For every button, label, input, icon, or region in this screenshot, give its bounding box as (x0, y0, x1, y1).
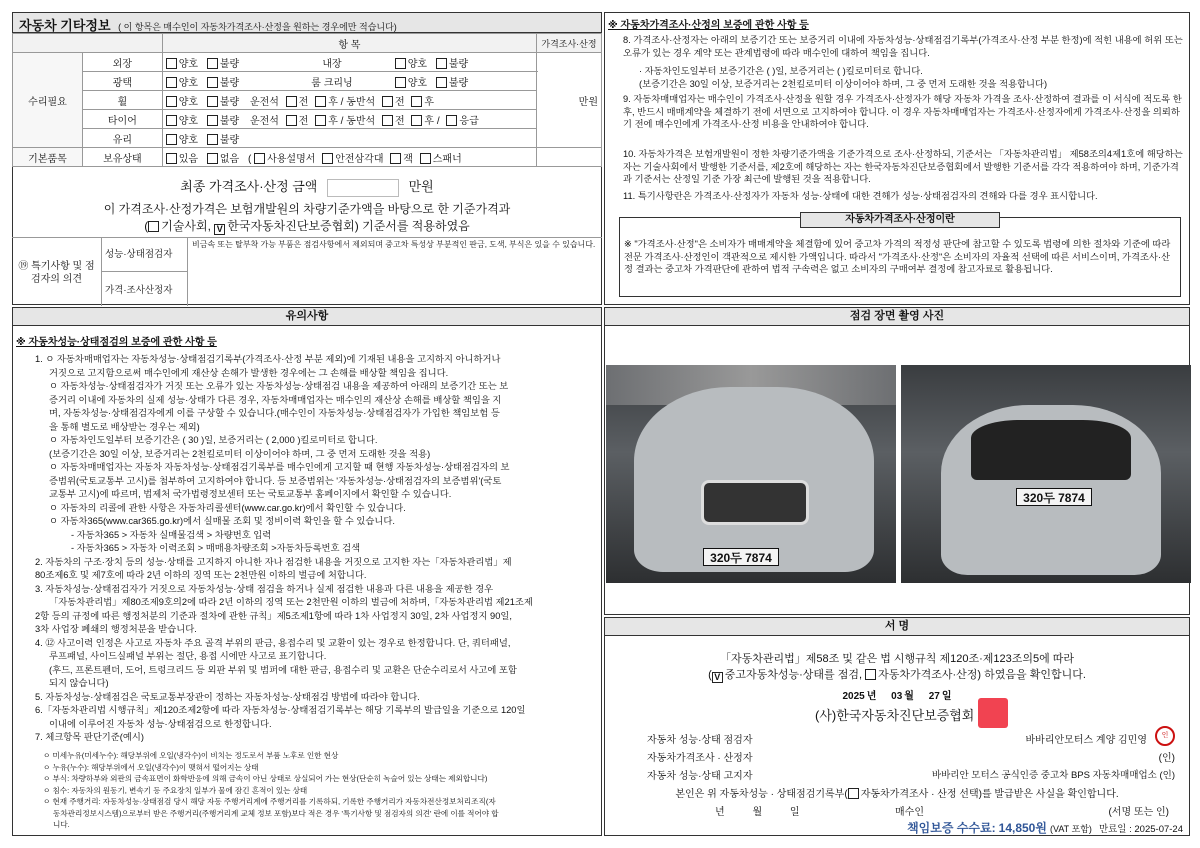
standard-line2 (13, 218, 601, 235)
row-options (162, 72, 536, 91)
note-line: 교통부 고시)에 따르며, 법제처 국가법령정보센터 또는 국토교통부 홈페이지에서 확인할 수 있습니다. (49, 489, 452, 499)
checkbox[interactable] (286, 96, 297, 107)
signer-value-2: (인) (1158, 753, 1175, 764)
note-line: 되지 않습니다) (49, 678, 109, 688)
standard-text (13, 201, 601, 235)
para-8: 8. 가격조사·산정자는 아래의 보증기간 또는 보증거리 이내에 자동차성능·상태점검기록부(가격조사·산정 부분 한정)에 적힌 내용에 허위 또는 오류가 있는 경우 계약 또는 관계법령에 따라 매수인에 대하여 책임을 집니다. (623, 35, 1183, 58)
month-label: 월 (904, 691, 914, 702)
notes-header: 유의사항 (13, 308, 601, 326)
org-seal (978, 698, 1008, 728)
note-line: 80조제6호 및 제7호에 따라 2년 이하의 징역 또는 2천만원 이하의 벌금에 처합니다. (35, 570, 367, 580)
note-line: 루프패널, 사이드실패널 부위는 절단, 용접 시에만 사고로 표기합니다. (49, 651, 327, 661)
basic-label: 기본품목 (13, 148, 83, 167)
opt-label: 양호 (178, 134, 199, 146)
opt-label: 양호 (178, 115, 199, 127)
opt-label: 잭 (403, 153, 413, 165)
note-line: ㅇ 자동차매매업자는 자동차 자동차성능·상태점검기록부를 매수인에게 고지할 때 현행 자동차성능·상태점검자의 보 (49, 462, 510, 472)
checkbox[interactable] (411, 115, 422, 126)
note-line: - 자동차365 > 자동차 이력조회 > 매매용차량조회 >자동차등록번호 검색 (71, 543, 361, 553)
section-title-bar (13, 13, 601, 33)
day-label: 일 (941, 691, 952, 702)
notes-lines (35, 353, 597, 745)
opt-label: 후 / (424, 115, 440, 127)
final-price-unit: 만원 (408, 179, 434, 194)
perf-label: 성능·상태점검자 (102, 238, 188, 272)
note-line: 1. ㅇ 자동차매매업자는 자동차성능·상태점검기록부(가격조사·산정 부분 제외)에 기재된 내용을 고지하지 아니하거나 (35, 354, 501, 364)
final-price-input[interactable] (327, 179, 399, 197)
rear-window (971, 420, 1131, 480)
note-line: 이내에 이루어진 자동차 성능·상태점검으로 한정합니다. (49, 718, 272, 729)
note-line: 을 통해 별도로 배상받는 경우는 제외) (49, 421, 200, 432)
opt-label: 전 (394, 115, 405, 127)
note-line: 7. 체크항목 판단기준(예시) (35, 732, 144, 742)
confirm-line (605, 785, 1189, 800)
note-line: 「자동차관리법」제80조제9호의2에 따라 2년 이하의 징역 또는 2천만원 이하의 벌금에 처하며,「자동차관리법 제21조제 (49, 597, 533, 607)
side-label: 운전석 (249, 96, 279, 108)
special-notes (12, 237, 602, 306)
signer-value-3: 바바리안 모터스 공식인증 중고차 BPS 자동차매매업소 (인) (931, 770, 1175, 781)
note-line: 2. 자동차의 구조·장치 등의 성능·상태를 고지하지 아니한 자나 점검한 내용을 거짓으로 고지한 자는「자동차관리법」제 (35, 556, 512, 567)
note-line: 3차 사업장 폐쇄의 행정처분을 받습니다. (35, 624, 197, 634)
guarantee-title: ※ 자동차가격조사·산정의 보증에 관한 사항 등 (608, 20, 809, 31)
vehicle-other-info-section (12, 12, 602, 305)
opt-label: 전 (298, 96, 309, 108)
row-name: 휠 (83, 91, 163, 110)
checkbox-checked[interactable]: V (214, 224, 225, 235)
special-label: ⑲ 특기사항 및 점검자의 의견 (12, 238, 102, 306)
fee-value: 14,850원 (998, 821, 1047, 835)
repair-table (12, 33, 602, 167)
fee-row (907, 819, 1183, 836)
para-8c: (보증기간은 30일 이상, 보증거리는 2천킬로미터 이상이어야 하며, 그 중 먼저 도래한 것을 적용합니다) (639, 79, 1048, 89)
opt-label: 불량 (448, 77, 469, 89)
buyer-date: 년 월 일 (715, 807, 800, 818)
checkbox-checked[interactable]: V (712, 672, 723, 683)
standard-line1: 이 가격조사·산정가격은 보험개발원의 차량기준가액을 바탕으로 한 기준가격과 (103, 202, 511, 216)
checkbox[interactable] (865, 669, 876, 680)
basic-options (162, 148, 536, 167)
expire-date: 만료일 : 2025-07-24 (1098, 824, 1183, 835)
checkbox[interactable] (446, 115, 457, 126)
signer-value-1: 바바리안모터스 계양 김민영 (1025, 735, 1147, 746)
para-9: 9. 자동차매매업자는 매수인이 가격조사·산정을 원할 경우 가격조사·산정자가 해당 자동차 가격을 조사·산정하여 결과를 이 서식에 적도록 한 후, 반드시 매매계약을 체결하기 전에 서면으로 고지하여야 합니다. 이 경우 자동차매매업자는 가격조사·산정자에게 가격조사·산정을 의뢰하기 전에 매수인에게 가격조사·산정 비용을 안내하여야 합니다. (623, 94, 1182, 129)
checkbox[interactable] (420, 153, 431, 164)
opt-label: 불량 (448, 58, 469, 70)
opt-label: 양호 (178, 96, 199, 108)
note-line: ㅇ 자동차인도일부터 보증기간은 ( 30 )일, 보증거리는 ( 2,000 )킬로미터로 합니다. (49, 435, 378, 445)
note-line: 6.「자동차관리법 시행규칙」제120조제2항에 따라 자동차성능·상태점검기록부는 해당 기록부의 발급일을 기준으로 120일 (35, 705, 526, 715)
opt-label: 양호 (178, 58, 199, 70)
confirm-a: 본인은 위 자동차성능 · 상태점검기록부( (675, 789, 848, 800)
front-plate: 320두 7874 (703, 548, 779, 566)
section-title-note: ( 이 항목은 매수인이 자동차가격조사·산정을 원하는 경우에만 적습니다) (118, 22, 397, 32)
col-item-header: 항 목 (162, 34, 536, 53)
law-opt2: 자동차가격조사·산정) 하였음을 확인합니다. (878, 669, 1086, 681)
repair-label: 수리필요 (13, 53, 83, 148)
rear-plate: 320두 7874 (1016, 488, 1092, 506)
final-price-label: 최종 가격조사·산정 금액 (180, 179, 318, 194)
year-label: 년 (866, 691, 877, 702)
buyer-label: 매수인 (895, 807, 924, 818)
signer-label-2: 자동차가격조사 · 산정자 (647, 753, 753, 764)
col-price-header: 가격조사·산정 (537, 34, 602, 53)
checkbox[interactable] (207, 153, 218, 164)
row-name: 외장 (83, 53, 163, 72)
opt-label: 스패너 (432, 153, 462, 165)
signature-section (604, 617, 1190, 836)
law-opt1: 중고자동차성능·상태를 점검, (724, 669, 863, 681)
checkbox[interactable] (848, 788, 859, 799)
checkbox[interactable] (395, 77, 406, 88)
paren: ( (247, 153, 252, 165)
note-line: 증거리 이내에 자동차의 실제 성능·상태가 다른 경우, 자동차매매업자는 매수인의 재산상 손해를 배상할 책임을 지 (49, 394, 502, 405)
row-options (162, 110, 536, 129)
checkbox[interactable] (166, 96, 177, 107)
checkbox[interactable] (166, 153, 177, 164)
checkbox[interactable] (207, 96, 218, 107)
opt-label: 불량 (219, 115, 240, 127)
checkbox[interactable] (436, 58, 447, 69)
para-11: 11. 특기사항란은 가격조사·산정자가 자동차 성능·상태에 대한 견해가 성능·상태점검자의 견해와 다를 경우 표시합니다. (623, 191, 1098, 201)
note-line: 거짓으로 고지함으로써 매수인에게 재산상 손해가 발생한 경우에는 그 손해를 배상할 책임을 집니다. (49, 367, 449, 378)
price-assessor-label: 가격·조사산정자 (102, 272, 188, 306)
row-name: 내장 (322, 58, 342, 70)
row-name: 타이어 (83, 110, 163, 129)
checkbox[interactable] (254, 153, 265, 164)
opt-label: 불량 (219, 58, 240, 70)
section-title: 자동차 기타정보 (19, 18, 111, 33)
checkbox[interactable] (322, 153, 333, 164)
notes-subtitle: ※ 자동차성능·상태점검의 보증에 관한 사항 등 (16, 337, 217, 348)
notes-section (12, 307, 602, 836)
perf-text: 비금속 또는 탈부착 가능 부품은 점검사항에서 제외되며 중고차 특성상 부분적인 판금, 도색, 부식은 있을 수 있습니다. (192, 240, 596, 249)
year: 2025 (842, 691, 865, 702)
basic-sub: 보유상태 (83, 148, 163, 167)
criteria-line: 동차관리정보시스템)으로부터 받은 주행거리(주행거리계 교체 정보 포함)보다 적은 경우 '특기사항 및 점검자의 의견' 란에 이를 적어야 합 (53, 808, 499, 818)
definition-text: ※ "가격조사·산정"은 소비자가 매매계약을 체결함에 있어 중고차 가격의 적정성 판단에 참고할 수 있도록 법령에 의한 절차와 기준에 따라 전문 가격조사·산정인이 객관적으로 제시한 가액입니다. 따라서 "가격조사·산정"은 소비자의 자율적 선택에 따른 서비스이며, 가격조사·산정 결과는 중고차 가격판단에 관하여 법적 구속력은 없고 소비자의 구매여부 결정에 참고자료로 활용됩니다. (624, 239, 1171, 274)
note-line: 5. 자동차성능·상태점검은 국토교통부장관이 정하는 자동차성능·상태점검 방법에 따라야 합니다. (35, 691, 420, 702)
checkbox[interactable] (315, 96, 326, 107)
opt-label: 양호 (407, 58, 428, 70)
checkbox[interactable] (207, 115, 218, 126)
checkbox[interactable] (148, 221, 159, 232)
criteria-line: ㅇ 현재 주행거리: 자동차성능·상태점검 당시 해당 자동 주행거리계에 주행거리를 기록하되, 기록한 주행거리가 자동차전산정보처리조직(자 (43, 797, 496, 806)
row-options (162, 53, 536, 72)
checkbox[interactable] (390, 153, 401, 164)
front-photo (606, 365, 896, 583)
signer-label-3: 자동차 성능·상태 고지자 (647, 771, 753, 782)
buyer-sign: (서명 또는 인) (1108, 807, 1169, 818)
note-line: 며, 자동차성능·상태점검자에게 이를 구상할 수 있습니다.(매수인이 자동차성능·상태점검자가 가입한 책임보험 등 (49, 408, 500, 418)
checkbox[interactable] (436, 77, 447, 88)
note-line: - 자동차365 > 자동차 실매물검색 > 차량번호 입력 (71, 529, 272, 540)
checkbox[interactable] (166, 58, 177, 69)
checkbox[interactable] (382, 96, 393, 107)
note-line: ㅇ 자동차365(www.car365.go.kr)에서 실매물 조회 및 정비이력 확인을 할 수 있습니다. (49, 516, 395, 526)
definition-box (619, 214, 1181, 297)
para-8b: · 자동차인도일부터 보증기간은 ( )일, 보증거리는 ( )킬로미터로 합니다. (639, 66, 923, 76)
definition-title: 자동차가격조사·산정이란 (800, 212, 1000, 228)
law-line2 (605, 666, 1189, 683)
rear-photo (901, 365, 1191, 583)
opt-label: 불량 (219, 96, 240, 108)
kidney-grille (701, 480, 809, 525)
checkbox[interactable] (207, 58, 218, 69)
note-line: 4. ⑫ 사고이력 인정은 사고로 자동차 주요 골격 부위의 판금, 용접수리 및 교환이 있는 경우로 한정합니다. 단, 쿼터패널, (35, 637, 511, 648)
opt-label: 양호 (178, 77, 199, 89)
checkbox[interactable] (315, 115, 326, 126)
signer-label-1: 자동차 성능·상태 점검자 (647, 735, 753, 746)
checkbox[interactable] (166, 77, 177, 88)
criteria-line: ㅇ 누유(누수): 해당부위에서 오일(냉각수)이 맺혀서 떨어지는 상태 (43, 762, 259, 772)
opt-label: 양호 (407, 77, 428, 89)
opt-label: 후 (424, 96, 435, 108)
note-line: ㅇ 자동차성능·상태점검자가 거짓 또는 오류가 있는 자동차성능·상태점검 내용을 제공하여 아래의 보증기간 또는 보 (49, 381, 509, 391)
fee-label: 책임보증 수수료: (907, 821, 996, 835)
opt-label: 안전삼각대 (335, 153, 384, 165)
signer-stamp: 인 (1155, 726, 1175, 746)
fee-note: (VAT 포함) (1050, 824, 1092, 834)
opt-label: 응급 (459, 115, 479, 127)
checkbox[interactable] (207, 134, 218, 145)
checkbox[interactable] (166, 115, 177, 126)
row-name: 광택 (83, 72, 163, 91)
note-line: ㅇ 자동차의 리콜에 관한 사항은 자동차리콜센터(www.car.go.kr)에서 확인할 수 있습니다. (49, 502, 406, 513)
notes-small (43, 750, 598, 831)
side-label: 운전석 (249, 115, 279, 127)
opt-label: 불량 (219, 134, 240, 146)
month: 03 (891, 691, 903, 702)
row-options (162, 91, 536, 110)
law-line1: 「자동차관리법」제58조 및 같은 법 시행규칙 제120조·제123조의5에 따라 (719, 653, 1075, 665)
criteria-line: ㅇ 미세누유(미세누수): 해당부위에 오일(냉각수)이 비치는 정도로서 부품 노후로 인한 현상 (43, 751, 339, 760)
note-line: (후드, 프론트펜더, 도어, 트렁크리드 등 외판 부위 및 범퍼에 대한 판금, 용접수리 및 교환은 단순수리로서 사고에 포함 (49, 664, 517, 675)
checkbox[interactable] (382, 115, 393, 126)
opt-label: 불량 (219, 77, 240, 89)
para-10: 10. 자동차가격은 보험개발원이 정한 차량기준가액을 기준가격으로 조사·산정하되, 기준서는 「자동차관리법」 제58조의4제1호에 해당하는 자는 기술사회에서 발행한 기준서를, 제2호에 해당하는 자는 한국자동차진단보증협회에서 발행한 기준서를 각각 적용하여야 하며, 기준가격과 기준서는 산정일 기준 가장 최근에 발행된 것을 적용합니다. (623, 149, 1183, 184)
confirm-b: 자동차가격조사 · 산정 선택)를 발급받은 사실을 확인합니다. (860, 789, 1119, 800)
price-unit: 만원 (537, 53, 602, 148)
final-price-row (13, 176, 601, 197)
photos-header: 점검 장면 촬영 사진 (605, 308, 1189, 326)
criteria-line: ㅇ 침수: 자동차의 원동기, 변속기 등 주요장치 일부가 물에 잠긴 흔적이 있는 상태 (43, 785, 308, 795)
criteria-line: 니다. (53, 820, 70, 829)
paren: ( (708, 669, 712, 681)
opt-label: 전 (298, 115, 309, 127)
standard-opt2: 한국자동차진단보증협회) 기준서를 적용하였음 (227, 219, 470, 233)
opt-label: 후 / 동반석 (328, 115, 376, 127)
standard-opt1: 기술사회, (161, 219, 211, 233)
note-line: 2항 등의 규정에 따른 행정처분의 기준과 절차에 관한 규칙」제5조제1항에 따라 1차 사업정지 30일, 2차 사업정지 90일, (35, 610, 512, 621)
row-name: 룸 크리닝 (311, 77, 353, 89)
opt-label: 사용설명서 (267, 153, 316, 165)
photos-section (604, 307, 1190, 615)
checkbox[interactable] (207, 77, 218, 88)
day: 27 (928, 691, 940, 702)
checkbox[interactable] (166, 134, 177, 145)
note-line: 3. 자동차성능·상태점검자가 거짓으로 자동차성능·상태 점검을 하거나 실제 점검한 내용과 다른 내용을 제공한 경우 (35, 583, 494, 594)
price-guarantee-section (604, 12, 1190, 305)
checkbox[interactable] (395, 58, 406, 69)
issue-date (605, 687, 1189, 702)
criteria-line: ㅇ 부식: 차량하부와 외판의 금속표면이 화학반응에 의해 금속이 아닌 상태로 상실되어 가는 현상(단순히 녹슬어 있는 상태는 제외합니다) (43, 774, 488, 783)
row-options (162, 129, 536, 148)
opt-label: 없음 (219, 153, 240, 165)
note-line: (보증기간은 30일 이상, 보증거리는 2천킬로미터 이상이어야 하며, 그 중 먼저 도래한 것을 적용) (49, 448, 431, 459)
row-name: 유리 (83, 129, 163, 148)
note-line: 증범위(국토교통부 고시)를 첨부하여 고지하여야 합니다. 등 보증범위는 '자동차성능·상태점검자의 보증범위'(국토 (49, 475, 502, 486)
checkbox[interactable] (411, 96, 422, 107)
checkbox[interactable] (286, 115, 297, 126)
paren: ( (144, 219, 149, 233)
opt-label: 있음 (178, 153, 199, 165)
opt-label: 후 / 동반석 (328, 96, 376, 108)
signature-header: 서 명 (605, 618, 1189, 636)
opt-label: 전 (394, 96, 405, 108)
org-name: (사)한국자동차진단보증협회 (815, 708, 975, 723)
